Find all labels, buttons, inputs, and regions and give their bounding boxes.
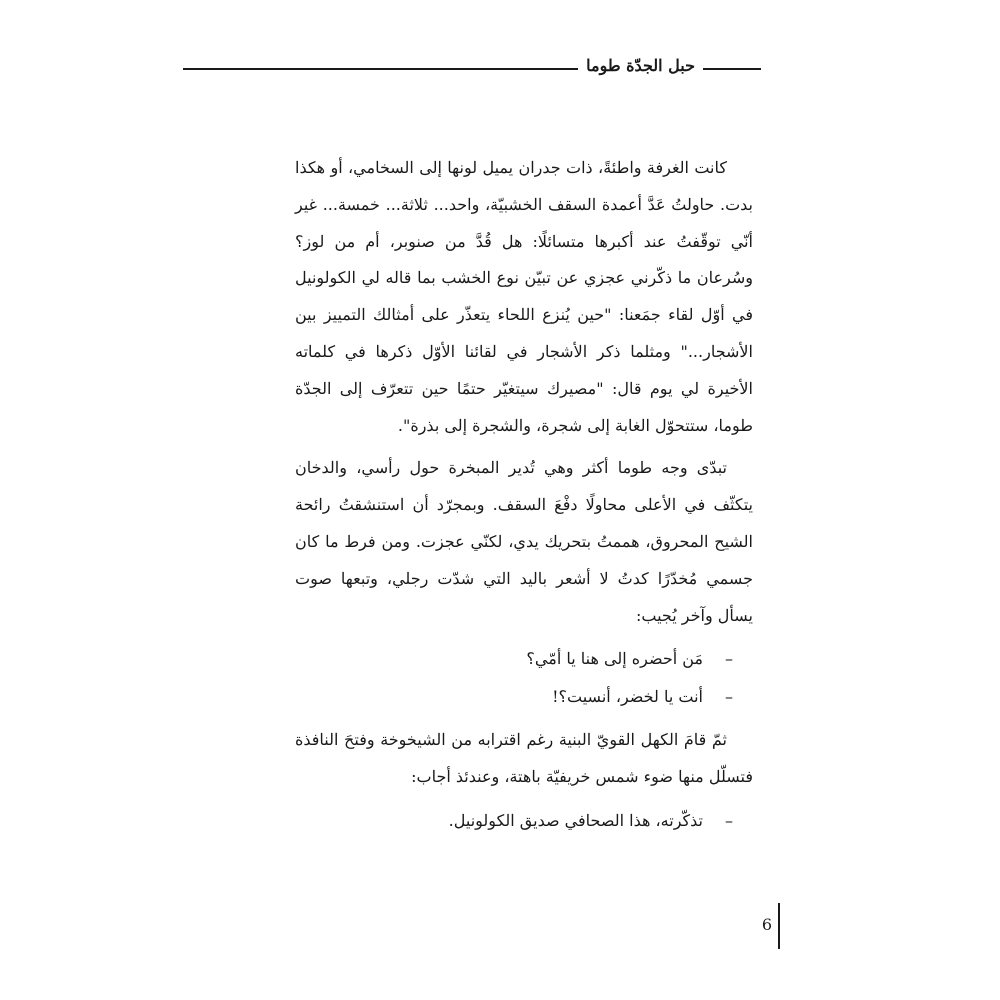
running-header bbox=[183, 52, 761, 82]
dialogue-dash: – bbox=[725, 649, 733, 669]
dialogue-dash: – bbox=[725, 810, 733, 830]
dialogue-text: تذكّرته، هذا الصحافي صديق الكولونيل. bbox=[448, 810, 703, 830]
dialogue-line bbox=[295, 678, 733, 716]
paragraph-2: تبدّى وجه طوما أكثر وهي تُدير المبخرة حول رأسي، والدخان يتكثّف في الأعلى محاولًا دفْعَ السقف. وبمجرّد أن استنشقتُ رائحة الشيح المحروق، هممتُ بتحريك يدي، لكنّي عجزت. ومن فرط ما كان جسمي مُخدّرًا كدتُ لا أشعر باليد التي شدّت رجلي، وتبعها صوت يسأل وآخر يُجيب: bbox=[295, 458, 753, 625]
paragraph-1: كانت الغرفة واطئةً، ذات جدران يميل لونها إلى السخامي، أو هكذا بدت. حاولتُ عَدَّ أعمدة السقف الخشبيّة، واحد... ثلاثة... خمسة... غير أنّي توقّفتُ عند أكبرها متسائلًا: هل قُدَّ من صنوبر، أم من لوز؟ وسُرعان ما ذكّرني عجزي عن تبيّن نوع الخشب بما قاله لي الكولونيل في أوّل لقاء جمَعنا: "حين يُنزع اللحاء يتعذّر على أمثالك التمييز بين الأشجار..." ومثلما ذكر الأشجار في لقائنا الأوّل ذكرها في كلماته الأخيرة لي يوم قال: "مصيرك سيتغيّر حتمًا حين تتعرّف إلى الجدّة طوما، ستتحوّل الغابة إلى شجرة، والشجرة إلى بذرة". bbox=[295, 158, 754, 435]
dialogue-dash: – bbox=[725, 687, 733, 707]
dialogue-block-1 bbox=[295, 640, 753, 716]
dialogue-block-2 bbox=[295, 802, 753, 840]
running-title: حبل الجدّة طوما bbox=[578, 52, 703, 80]
dialogue-line bbox=[295, 640, 733, 678]
paragraph-3: ثمّ قامَ الكهل القويّ البنية رغم اقترابه من الشيخوخة وفتحَ النافذة فتسلّل منها ضوء شمس خريفيّة باهتة، وعندئذ أجاب: bbox=[295, 730, 753, 787]
footer-rule bbox=[778, 903, 780, 949]
dialogue-line bbox=[295, 802, 733, 840]
page-number: 6 bbox=[761, 915, 772, 934]
dialogue-text: مَن أحضره إلى هنا يا أمّي؟ bbox=[526, 649, 703, 669]
page-body bbox=[295, 150, 753, 846]
page-footer bbox=[760, 903, 780, 949]
dialogue-text: أنت يا لخضر، أنسيت؟! bbox=[552, 687, 703, 707]
